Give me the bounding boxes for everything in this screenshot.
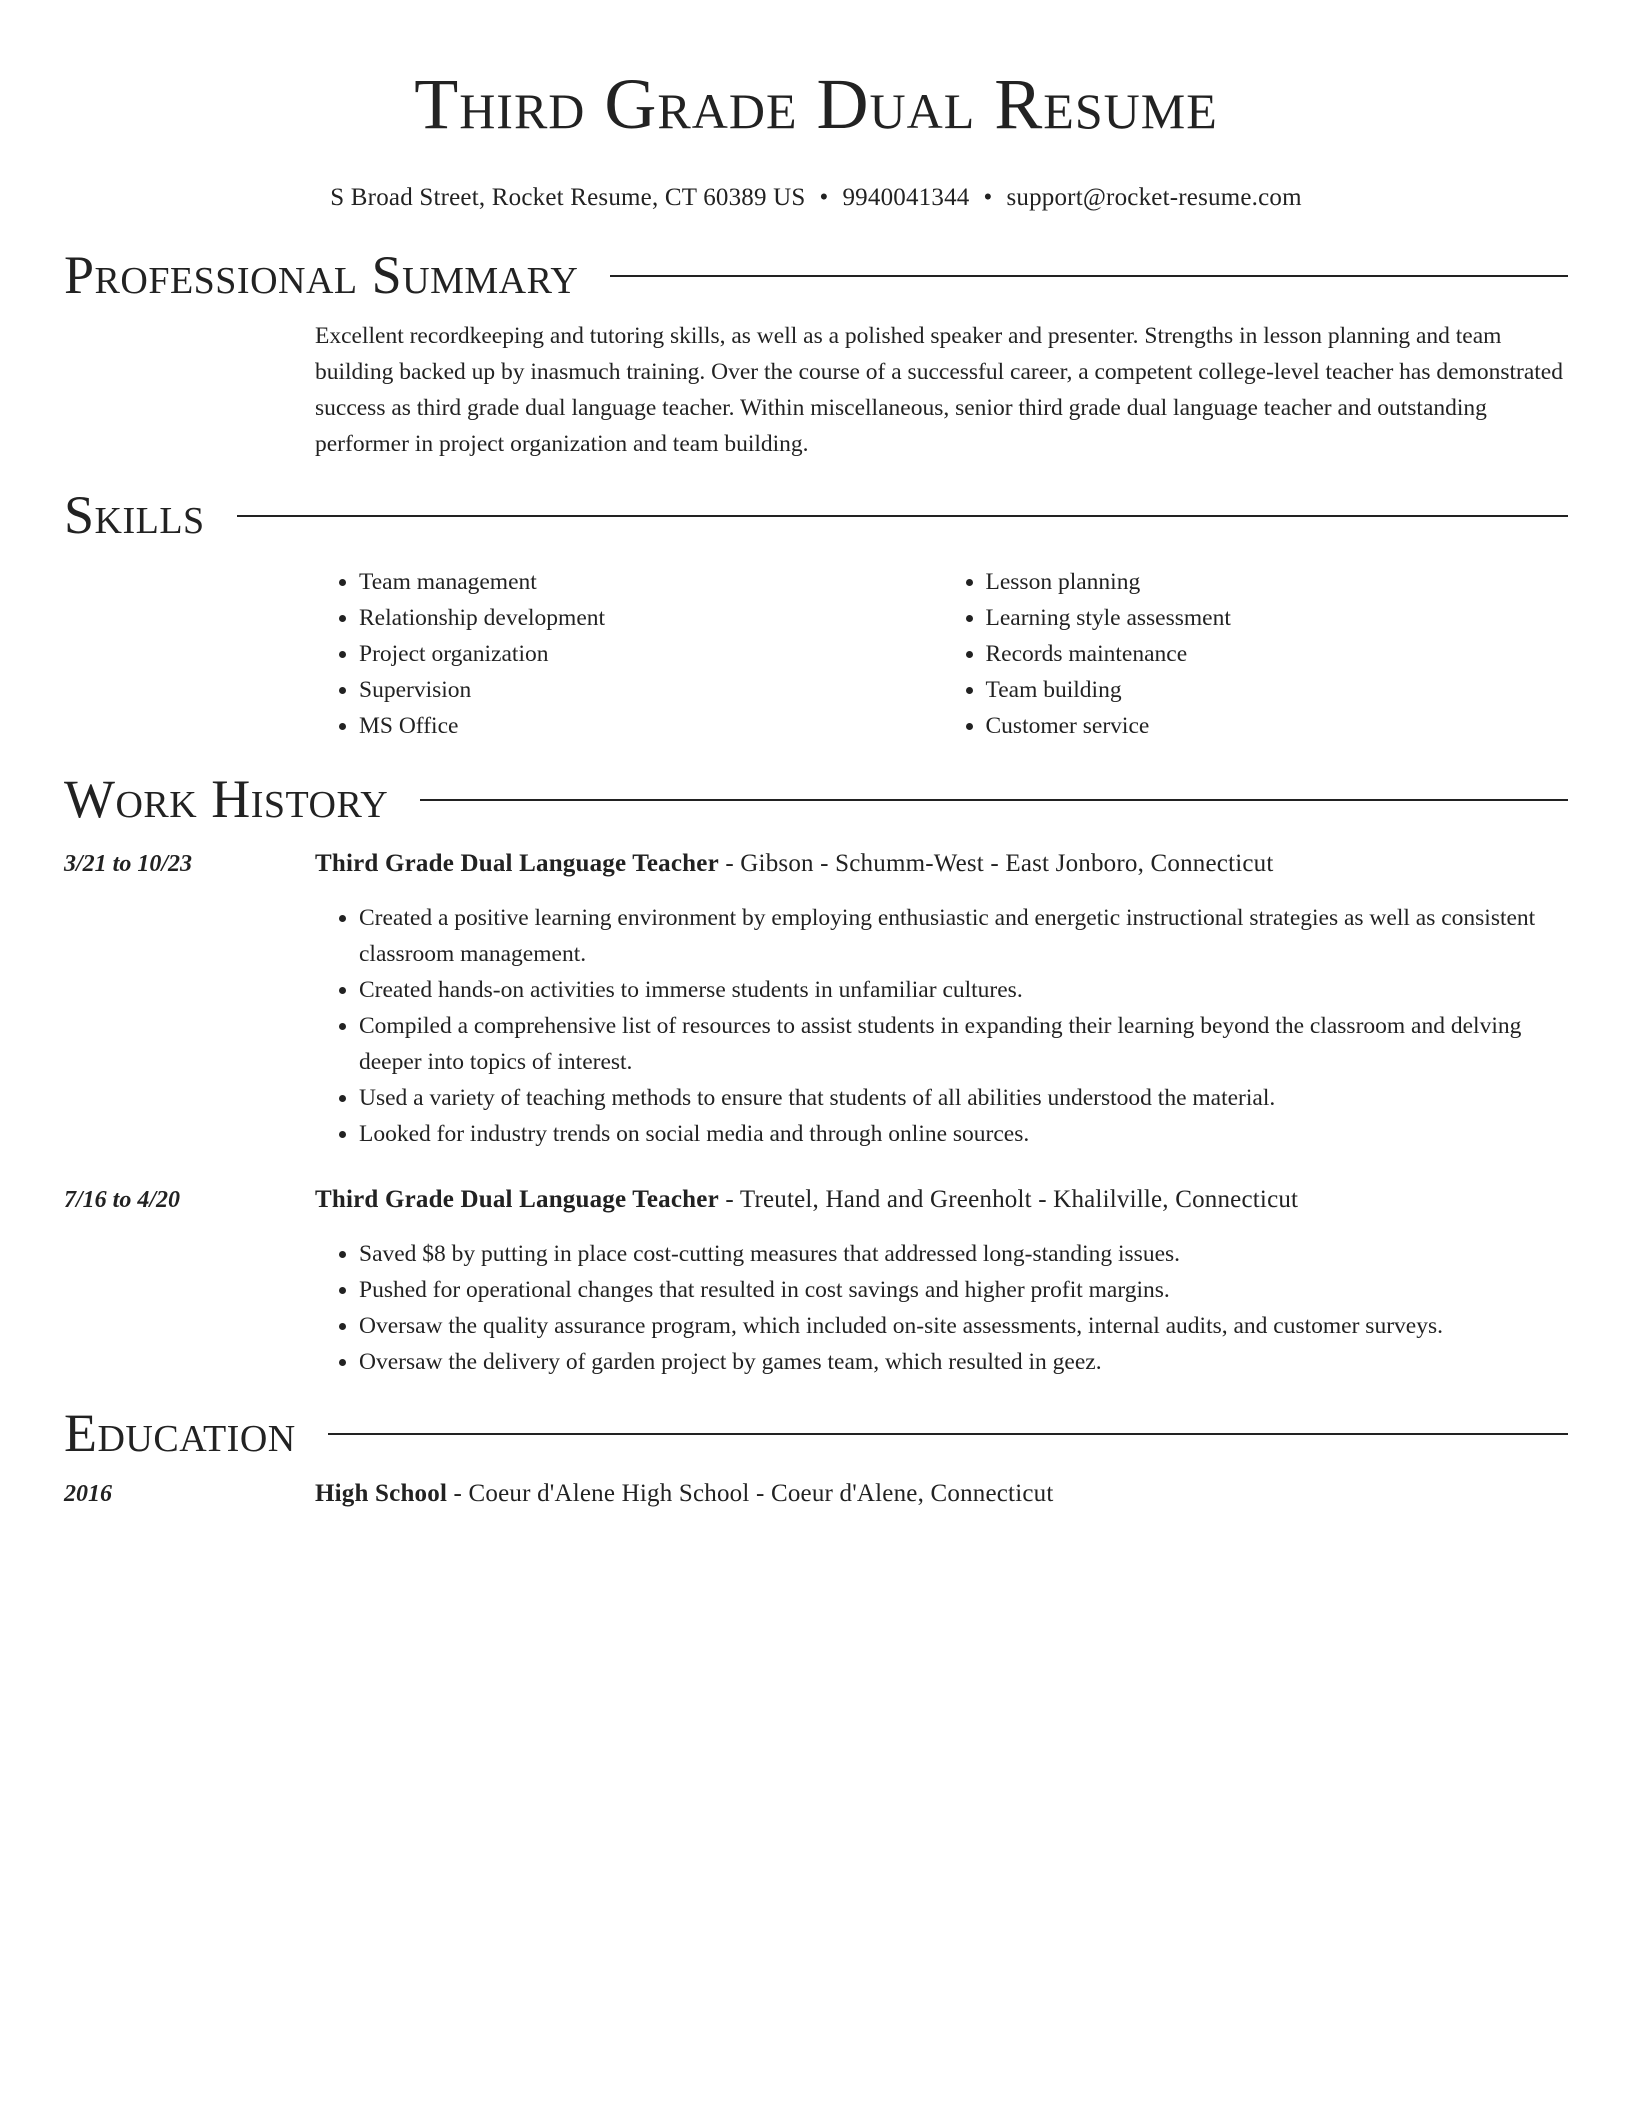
skills-list-left (315, 564, 942, 744)
job-title: Third Grade Dual Language Teacher (315, 850, 719, 877)
education-school-location: - Coeur d'Alene High School - Coeur d'Alene, Connecticut (447, 1480, 1054, 1507)
skills-heading: Skills (64, 485, 205, 545)
work-title-line (315, 846, 1568, 882)
summary-text: Excellent recordkeeping and tutoring skills, as well as a polished speaker and presenter. Strengths in lesson planning and team building backed up by inasmuch training. Over the course of a successful career, a competent college-level teacher has demonstrated success as third grade dual language teacher. Within miscellaneous, senior third grade dual language teacher and outstanding performer in project organization and team building. (315, 323, 1563, 457)
work-bullet: • Pushed for operational changes that resulted in cost savings and higher profit margins. (359, 1272, 1568, 1308)
work-entry-body (315, 1182, 1568, 1380)
contact-separator: • (983, 184, 993, 211)
contact-address: S Broad Street, Rocket Resume, CT 60389 US (330, 184, 806, 211)
education-title-line (315, 1476, 1568, 1512)
section-divider (328, 1433, 1568, 1435)
contact-line (64, 182, 1568, 214)
work-entry (64, 846, 1568, 1152)
work-bullet: • Oversaw the delivery of garden project by games team, which resulted in geez. (359, 1344, 1568, 1380)
skill-item: • Learning style assessment (986, 600, 1569, 636)
section-divider (610, 275, 1568, 277)
work-bullet: • Compiled a comprehensive list of resources to assist students in expanding their learning beyond the classroom and delving deeper into topics of interest. (359, 1008, 1568, 1080)
skill-item: • Lesson planning (986, 564, 1569, 600)
work-bullet: • Saved $8 by putting in place cost-cutting measures that addressed long-standing issues. (359, 1236, 1568, 1272)
work-bullet: • Looked for industry trends on social media and through online sources. (359, 1116, 1568, 1152)
contact-phone: 9940041344 (842, 184, 970, 211)
skills-section-header (64, 484, 1568, 546)
skill-item: • Team building (986, 672, 1569, 708)
skills-list-right (942, 564, 1569, 744)
education-section-header (64, 1402, 1568, 1464)
resume-page (64, 0, 1568, 1512)
resume-name: Third Grade Dual Resume (414, 64, 1218, 144)
job-employer-location: - Treutel, Hand and Greenholt - Khalilville, Connecticut (718, 1186, 1299, 1213)
skill-item: • Supervision (359, 672, 942, 708)
work-bullet: • Created hands-on activities to immerse students in unfamiliar cultures. (359, 972, 1568, 1008)
skill-item: • Relationship development (359, 600, 942, 636)
education-year: 2016 (64, 1481, 112, 1507)
work-bullets (315, 900, 1568, 1152)
work-dates: 7/16 to 4/20 (64, 1187, 181, 1213)
skill-item: • Records maintenance (986, 636, 1569, 672)
education-entry (64, 1476, 1568, 1512)
work-bullet: • Created a positive learning environment by employing enthusiastic and energetic instructional strategies as well as consistent classroom management. (359, 900, 1568, 972)
contact-email: support@rocket-resume.com (1006, 184, 1302, 211)
work-entry (64, 1182, 1568, 1380)
skill-item: • Project organization (359, 636, 942, 672)
education-degree: High School (315, 1480, 448, 1507)
contact-separator: • (819, 184, 829, 211)
skills-section (315, 564, 1568, 744)
skill-item: • Team management (359, 564, 942, 600)
work-section-header (64, 768, 1568, 830)
summary-section-header (64, 244, 1568, 306)
summary-section (315, 318, 1568, 462)
section-divider (237, 515, 1568, 517)
work-entry-body (315, 846, 1568, 1152)
work-heading: Work History (64, 769, 389, 829)
work-dates: 3/21 to 10/23 (64, 851, 193, 877)
work-bullet: • Used a variety of teaching methods to ensure that students of all abilities understood the material. (359, 1080, 1568, 1116)
section-divider (420, 799, 1568, 801)
work-bullets (315, 1236, 1568, 1380)
job-employer-location: - Gibson - Schumm-West - East Jonboro, Connecticut (718, 850, 1274, 877)
education-heading: Education (64, 1403, 296, 1463)
work-bullet: • Oversaw the quality assurance program, which included on-site assessments, internal audits, and customer surveys. (359, 1308, 1568, 1344)
summary-heading: Professional Summary (64, 245, 579, 305)
skill-item: • Customer service (986, 708, 1569, 744)
skill-item: • MS Office (359, 708, 942, 744)
job-title: Third Grade Dual Language Teacher (315, 1186, 719, 1213)
work-title-line (315, 1182, 1568, 1218)
education-entry-body (315, 1476, 1568, 1512)
